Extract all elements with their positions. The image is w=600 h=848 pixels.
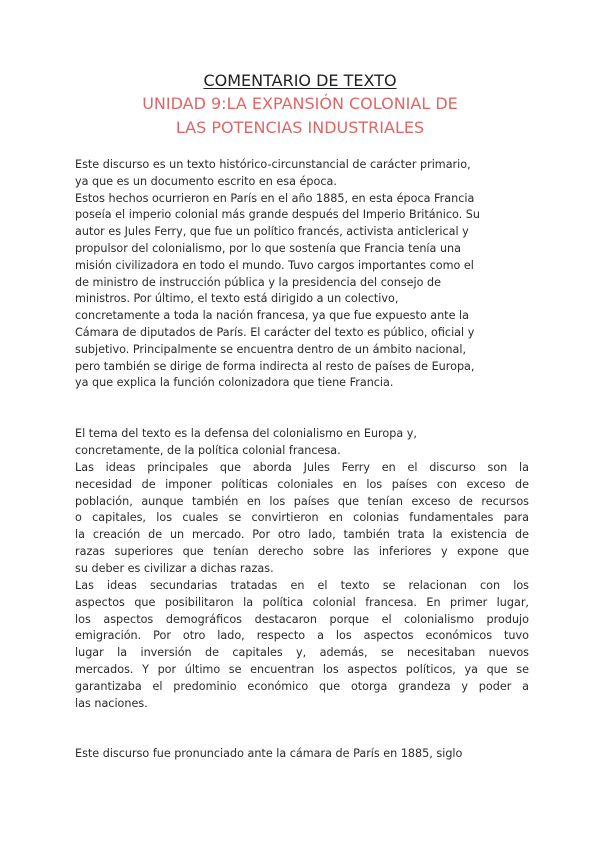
document-title: COMENTARIO DE TEXTO <box>203 71 397 90</box>
text-line: lugar la inversión de capitales y, además, se necesitaban nuevos <box>75 646 529 660</box>
text-line: poseía el imperio colonial más grande después del Imperio Británico. Su <box>75 208 480 222</box>
text-line: la creación de un mercado. Por otro lado, también trata la existencia de <box>75 528 529 542</box>
text-line: concretamente a toda la nación francesa, ya que fue expuesto ante la <box>75 309 469 323</box>
text-line: mercados. Y por último se encuentran los aspectos políticos, ya que se <box>75 662 529 676</box>
text-line: garantizaba el predominio económico que otorga grandeza y poder a <box>75 679 529 693</box>
text-line: emigración. Por otro lado, respecto a los aspectos económicos tuvo <box>75 629 529 643</box>
text-line: población, aunque también en los países que tenían exceso de recursos <box>75 494 529 508</box>
paragraph-context-continued <box>75 746 529 763</box>
text-line: Las ideas principales que aborda Jules Ferry en el discurso son la <box>75 461 529 474</box>
text-line: ya que es un documento escrito en esa época. <box>75 174 337 188</box>
text-line: las naciones. <box>75 696 148 710</box>
text-line: Cámara de diputados de París. El carácter del texto es público, oficial y <box>75 325 475 339</box>
text-line: Este discurso es un texto histórico-circunstancial de carácter primario, <box>75 158 471 171</box>
unit-title-line-2: LAS POTENCIAS INDUSTRIALES <box>175 118 425 137</box>
text-line: subjetivo. Principalmente se encuentra dentro de un ámbito nacional, <box>75 342 467 356</box>
text-line: Este discurso fue pronunciado ante la cámara de París en 1885, siglo <box>75 747 463 760</box>
text-line: Las ideas secundarias tratadas en el texto se relacionan con los <box>75 579 529 592</box>
text-line: ministros. Por último, el texto está dirigido a un colectivo, <box>75 292 399 306</box>
text-line: de ministro de instrucción pública y la presidencia del consejo de <box>75 275 441 289</box>
paragraph-theme <box>75 426 529 460</box>
text-line: su deber es civilizar a dichas razas. <box>75 561 274 575</box>
text-line: Estos hechos ocurrieron en París en el año 1885, en esta época Francia <box>75 191 475 205</box>
unit-title-line-1: UNIDAD 9:LA EXPANSIÓN COLONIAL DE <box>142 94 458 113</box>
text-line: necesidad de imponer políticas coloniales en los países con exceso de <box>75 477 529 491</box>
text-line: propulsor del colonialismo, por lo que sostenía que Francia tenía una <box>75 241 461 255</box>
text-line: misión civilizadora en todo el mundo. Tuvo cargos importantes como el <box>75 258 474 272</box>
paragraph-main-ideas <box>75 460 529 578</box>
text-line: pero también se dirige de forma indirecta al resto de países de Europa, <box>75 359 475 373</box>
text-line: autor es Jules Ferry, que fue un político francés, activista anticlerical y <box>75 225 469 239</box>
text-line: ya que explica la función colonizadora que tiene Francia. <box>75 376 394 390</box>
paragraph-secondary-ideas <box>75 578 529 712</box>
text-line: concretamente, de la política colonial francesa. <box>75 443 341 457</box>
text-line: o capitales, los cuales se convirtieron en colonias fundamentales para <box>75 511 529 525</box>
text-line: razas superiores que tenían derecho sobre las inferiores y expone que <box>75 544 529 558</box>
text-line: El tema del texto es la defensa del colonialismo en Europa y, <box>75 427 417 440</box>
paragraph-context <box>75 157 529 392</box>
text-line: aspectos que posibilitaron la política colonial francesa. En primer lugar, <box>75 595 529 609</box>
text-line: los aspectos demográficos destacaron porque el colonialismo produjo <box>75 612 529 626</box>
